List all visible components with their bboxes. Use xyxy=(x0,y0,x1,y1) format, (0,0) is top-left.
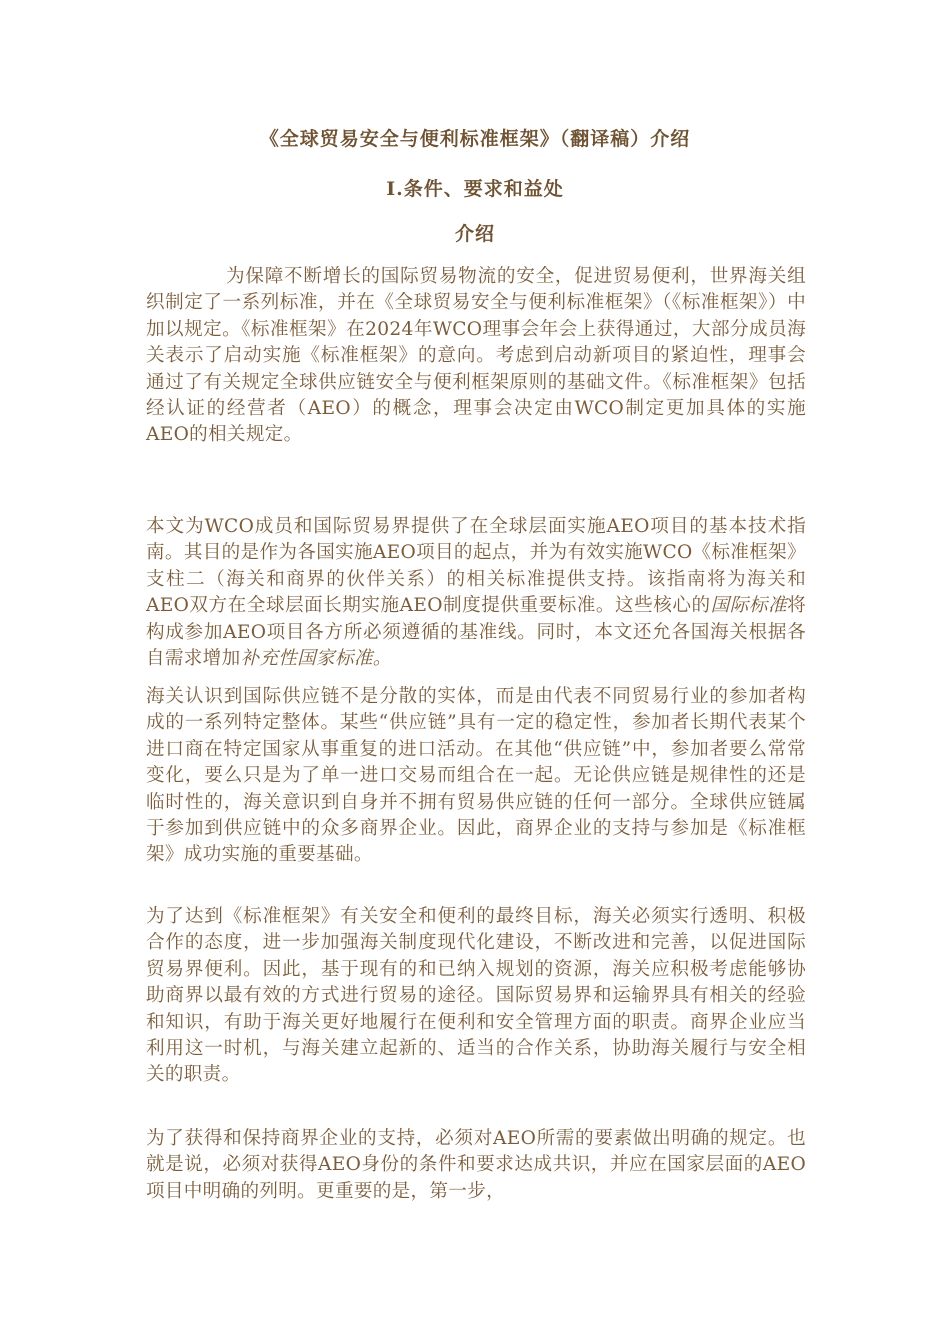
paragraph-3: 海关认识到国际供应链不是分散的实体，而是由代表不同贸易行业的参加者构成的一系列特定整体。某些“供应链”具有一定的稳定性，参加者长期代表某个进口商在特定国家从事重复的进口活动。在其他“供应链”中，参加者要么常常变化，要么只是为了单一进口交易而组合在一起。无论供应链是规律性的还是临时性的，海关意识到自身并不拥有贸易供应链的任何一部分。全球供应链属于参加到供应链中的众多商界企业。因此，商界企业的支持与参加是《标准框架》成功实施的重要基础。 xyxy=(146,686,806,866)
paragraph-5: 为了获得和保持商界企业的支持，必须对AEO所需的要素做出明确的规定。也就是说，必须对获得AEO身份的条件和要求达成共识，并应在国家层面的AEO项目中明确的列明。更重要的是，第一步， xyxy=(146,1128,806,1202)
emphasis-national-standards: 补充性国家标准。 xyxy=(240,648,392,670)
subheading: 介绍 xyxy=(454,223,495,245)
paragraph-2-text-a: 本文为WCO成员和国际贸易界提供了在全球层面实施AEO项目的基本技术指南。其目的是作为各国实施AEO项目的起点，并为有效实施WCO《标准框架》支柱二（海关和商界的伙伴关系）的相关标准提供支持。该指南将为海关和AEO双方在全球层面长期实施AEO制度提供重要标准。这些核心的 xyxy=(146,516,806,617)
section-heading: Ⅰ.条件、要求和益处 xyxy=(386,178,564,200)
paragraph-2 xyxy=(146,514,806,672)
paragraph-2-text-b: 将构成参加AEO项目各方所必须遵循的基准线。同时，本文还允各国海关根据各自需求增加 xyxy=(146,595,806,670)
emphasis-international-standards: 国际标准 xyxy=(710,595,788,617)
paragraph-1: 为保障不断增长的国际贸易物流的安全，促进贸易便利，世界海关组织制定了一系列标准，并在《全球贸易安全与便利标准框架》（《标准框架》）中加以规定。《标准框架》在2024年WCO理事会年会上获得通过，大部分成员海关表示了启动实施《标准框架》的意向。考虑到启动新项目的紧迫性，理事会通过了有关规定全球供应链安全与便利框架原则的基础文件。《标准框架》包括经认证的经营者（AEO）的概念，理事会决定由WCO制定更加具体的实施AEO的相关规定。 xyxy=(146,266,806,446)
paragraph-4: 为了达到《标准框架》有关安全和便利的最终目标，海关必须实行透明、积极合作的态度，进一步加强海关制度现代化建设，不断改进和完善，以促进国际贸易界便利。因此，基于现有的和已纳入规划的资源，海关应积极考虑能够协助商界以最有效的方式进行贸易的途径。国际贸易界和运输界具有相关的经验和知识，有助于海关更好地履行在便利和安全管理方面的职责。商界企业应当利用这一时机，与海关建立起新的、适当的合作关系，协助海关履行与安全相关的职责。 xyxy=(146,906,806,1086)
document-title: 《全球贸易安全与便利标准框架》（翻译稿）介绍 xyxy=(259,128,691,150)
